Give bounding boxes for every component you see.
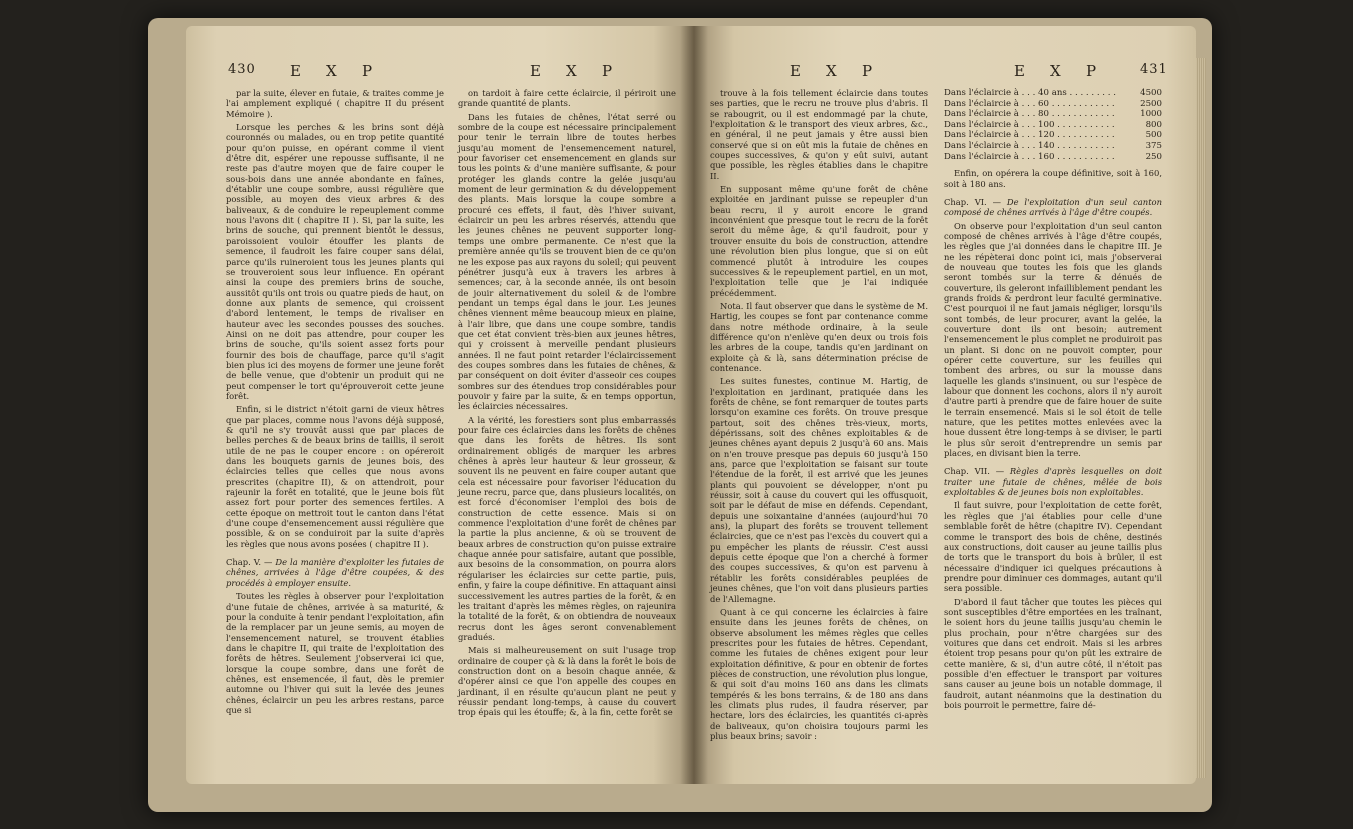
left-running-header <box>186 62 694 82</box>
paragraph: A la vérité, les forestiers sont plus embarrassés pour faire ces éclaircies dans les forêts de chênes que dans les forêts de hêtres. Ils sont ordinairement obligés de marquer les arbres chênes à après leur hauteur & leur grosseur, & souvent ils ne peuvent en faire couper autant que cela est nécessaire pour favoriser l'éducation du jeune recru, parce que, dans plusieurs localités, on est forcé d'économiser l'emploi des bois de construction de cette essence. Mais si on commence l'exploitation d'une forêt de chênes par la partie la plus ancienne, & où se trouvent de beaux arbres de construction qu'on puisse extraire chaque année pour satisfaire, autant que possible, aux besoins de la consommation, on pourra alors régulariser les éclaircies sur cette partie, puis, enfin, y faire la coupe définitive. En attaquant ainsi successivement les autres parties de la forêt, & en les traitant d'après les mêmes règles, on rajeunira la totalité de la forêt, & on obtiendra de nouveaux recrus dont les âges seront convenablement gradués. <box>458 414 677 642</box>
left-header-letter-5: X <box>566 62 591 80</box>
paragraph: On observe pour l'exploitation d'un seul canton composé de chênes arrivés à l'âge d'être coupés, les règles que j'ai données dans le chapitre III. Je ne les répèterai donc point ici, mais j'observerai de nouveau que toutes les fois que les glands seront tombés sur la terre & dénués de couverture, ils geleront infailliblement pendant les grands froids & perdront leur faculté germinative. C'est pourquoi il ne faut jamais négliger, lorsqu'ils sont tombés, de leur procurer, avant la gelée, la couverture dont ils ont besoin; autrement l'ensemencement le plus complet ne produiroit pas un plant. Si donc on ne pouvoit compter, pour opérer cette couverture, sur les feuilles qui tombent des arbres, ou sur la mousse dans laquelle les glands s'insinuent, ou sur l'espèce de labour que donnent les cochons, alors il n'y auroit d'autre parti à prendre que de faire houer de suite le terrain ensemencé. Mais si le sol étoit de telle nature, que les petites mottes enlevées avec la houe dussent être long-temps à se diviser, le parti le plus sûr seroit d'entreprendre un semis par places, en divisant bien la terre. <box>944 220 1162 459</box>
chapter-title: Règles d'après lesquelles on doit traiter une futaie de chênes, mêlée de bois exploitables & de jeunes bois non exploitables. <box>944 466 1162 498</box>
chapter-number: Chap. V. — <box>226 557 276 568</box>
paragraph: on tardoit à faire cette éclaircie, il périroit une grande quantité de plants. <box>458 88 676 109</box>
right-header-letter-3: P <box>862 62 887 80</box>
baliveaux-table <box>944 88 1162 162</box>
right-column-1 <box>710 88 928 744</box>
paragraph: par la suite, élever en futaie, & traites comme je l'ai amplement expliqué ( chapitre II du présent Mémoire ). <box>226 88 444 119</box>
left-column-1 <box>226 88 444 718</box>
table-row <box>944 141 1162 152</box>
chapter-heading <box>226 557 444 588</box>
paragraph: Enfin, on opérera la coupe définitive, soit à 160, soit à 180 ans. <box>944 168 1162 189</box>
table-row <box>944 109 1162 120</box>
left-column-2 <box>458 88 676 721</box>
paragraph: D'abord il faut tâcher que toutes les pièces qui sont susceptibles d'être emportées en les traînant, le soient hors du jeune taillis jusqu'au chemin le plus prochain, pour n'être chargées sur des voitures que dans cet endroit. Mais si les arbres étoient trop pesans pour qu'on pût les extraire de cette manière, & si, d'un autre côté, il n'étoit pas possible d'en effectuer le transport par voitures sans causer au jeune bois un notable dommage, il faudroit, autant néanmoins que la destination du bois pourroit le permettre, faire dé- <box>944 596 1162 710</box>
paragraph: Toutes les règles à observer pour l'exploitation d'une futaie de chênes, arrivée à sa maturité, & pour la conduite à tenir pendant l'exploitation, afin de la remplacer par un jeune semis, au moyen de l'ensemencement naturel, se trouvent établies dans le chapitre II, qui traite de l'exploitation des forêts de hêtres. Seulement j'observerai ici que, lorsque la coupe sombre, dans une forêt de chênes, est ensemencée, il faut, dès le premier automne ou l'hiver qui suit la levée des jeunes chênes, éclaircir un peu les arbres restans, parce que si <box>226 591 444 715</box>
paragraph: Quant à ce qui concerne les éclaircies à faire ensuite dans les jeunes forêts de chênes, on observe absolument les mêmes règles que celles prescrites pour les futaies de hêtres. Cependant, comme les futaies de chênes exigent pour leur exploitation définitive, & pour en obtenir de fortes pièces de construction, une révolution plus longue, & qui soit d'au moins 160 ans dans les climats tempérés & les bons terrains, & de 180 ans dans les climats plus rudes, il faudra réserver, par hectare, lors des éclaircies, les quantités ci-après de baliveaux, qu'on choisira toujours parmi les plus beaux brins; savoir : <box>710 606 928 741</box>
right-page <box>694 26 1196 784</box>
table-label: Dans l'éclaircie à . . . 40 ans . . . . . . . . . <box>944 88 1116 98</box>
chapter-number: Chap. VII. — <box>944 466 1010 477</box>
chapter-number: Chap. VI. — <box>944 196 1007 207</box>
right-running-header <box>694 62 1196 82</box>
paragraph: Mais si malheureusement on suit l'usage trop ordinaire de couper çà & là dans la forêt le bois de construction dont on a besoin chaque année, & d'opérer ainsi ce que l'on appelle des coupes en jardinant, il en résulte qu'aucun plant ne peut y réussir pendant long-temps, à cause du couvert trop épais qui les étouffe; &, à la fin, cette forêt se <box>458 645 676 718</box>
table-value: 250 <box>1145 151 1162 162</box>
left-header-letter-1: E <box>290 62 315 80</box>
paragraph: Les suites funestes, continue M. Hartig, de l'exploitation en jardinant, pratiquée dans les forêts de chêne, se font remarquer de toutes parts lorsqu'on examine ces forêts. On trouve presque partout, soit des chênes très-vieux, morts, dépérissans, soit des chênes exploitables & de jeunes chênes ayant depuis 2 jusqu'à 60 ans. Mais on n'en trouve presque pas depuis 60 jusqu'à 150 ans, parce que l'exploitation se faisant sur toute l'étendue de la forêt, il est arrivé que les jeunes plants qui pouvoient se développer, n'ont pu réussir, soit à cause du couvert qui les offusquoit, soit par le défaut de mise en défends. Cependant, depuis une soixantaine d'années (aujourd'hui 70 ans), la plupart des forêts se trouvent tellement éclaircies, que ce n'est pas l'excès du couvert qui a pu empêcher les plants de réussir. C'est aussi depuis cette époque que l'on a cherché à former des coupes successives, & qu'on est parvenu à rétablir les forêts considérables peuplées de jeunes chênes, que l'on voit dans plusieurs parties de l'Allemagne. <box>710 376 928 604</box>
chapter-heading <box>944 197 1162 218</box>
right-header-letter-1: E <box>790 62 815 80</box>
table-value: 1000 <box>1140 109 1162 120</box>
table-label: Dans l'éclaircie à . . . 80 . . . . . . . . . . . . <box>944 109 1115 120</box>
right-header-letter-6: P <box>1086 62 1111 80</box>
chapter-heading <box>944 466 1162 497</box>
left-header-letter-4: E <box>530 62 555 80</box>
table-value: 375 <box>1145 140 1162 151</box>
table-value: 4500 <box>1140 88 1162 98</box>
table-label: Dans l'éclaircie à . . . 100 . . . . . . . . . . . <box>944 119 1115 130</box>
table-label: Dans l'éclaircie à . . . 140 . . . . . . . . . . . <box>944 140 1115 151</box>
right-column-2 <box>944 88 1162 713</box>
chapter-title: De la manière d'exploiter les futaies de chênes, arrivées à l'âge d'être coupées, & des procédés à employer ensuite. <box>226 557 444 588</box>
table-value: 2500 <box>1140 98 1162 109</box>
paragraph: Dans les futaies de chênes, l'état serré ou sombre de la coupe est nécessaire principalement pour tenir le terrain libre de toutes herbes jusqu'au moment de l'ensemencement naturel, pour favoriser cet ensemencement en glands sur tous les points & d'une manière suffisante, & pour protéger les glands contre la gelée jusqu'au moment de leur germination & du développement des plants. Mais lorsque la coupe sombre a procuré ces effets, il faut, dès l'hiver suivant, éclaircir un peu les arbres réservés, attendu que les jeunes chênes ne peuvent supporter long-temps une ombre permanente. Ce n'est que la première année qu'ils se trouvent bien de ce qu'on ne les expose pas aux rayons du soleil; qui peuvent pénétrer jusqu'à eux à travers les arbres à semences; car, à la seconde année, ils ont besoin de jouir alternativement du soleil & de l'ombre pendant un temps égal dans le jour. Les jeunes chênes viennent même beaucoup mieux en plaine, à l'air libre, que dans une coupe sombre, tandis que cet état convient très-bien aux jeunes hêtres, qui y croissent à merveille pendant plusieurs années. Il ne faut point retarder l'éclaircissement des coupes sombres dans les futaies de chênes, & par conséquent on doit éviter d'asseoir ces coupes sombres sur des étendues trop considérables pour pouvoir y faire par la suite, & en temps opportun, les éclaircies nécessaires. <box>458 111 676 412</box>
table-label: Dans l'éclaircie à . . . 160 . . . . . . . . . . . <box>944 151 1115 162</box>
paragraph: Enfin, si le district n'étoit garni de vieux hêtres que par places, comme nous l'avons déjà supposé, & qu'il ne s'y trouvât aussi que par places de belles perches & de beaux brins de taillis, il seroit utile de ne pas le couper encore : on opéreroit dans les bouquets garnis de jeunes bois, des éclaircies telles que celles que nous avons prescrites (chapitre II), & on attendroit, pour rajeunir la forêt en totalité, que le jeune bois fût assez fort pour porter des semences fertiles. A cette époque on mettroit tout le canton dans l'état d'une coupe d'ensemencement aussi régulière que possible, & on se conduiroit par la suite d'après les règles que nous avons posées ( chapitre II ). <box>226 404 444 549</box>
paragraph: Il faut suivre, pour l'exploitation de cette forêt, les règles que j'ai établies pour celle d'une semblable forêt de hêtre (chapitre IV). Cependant comme le transport des bois de chêne, destinés aux constructions, doit causer au jeune taillis plus de torts que le transport du bois à brûler, il est nécessaire d'indiquer ici quelques précautions à prendre pour diminuer ces dommages, autant qu'il sera possible. <box>944 500 1162 594</box>
paragraph: En supposant même qu'une forêt de chêne exploitée en jardinant puisse se repeupler d'un beau recru, il y auroit encore le grand inconvénient que presque tout le recru de la forêt seroit du même âge, & qu'il faudroit, pour y trouver ensuite du bois de construction, attendre une révolution bien plus longue, que si on eût commencé plutôt à introduire les coupes successives & le repeuplement partiel, en un mot, l'exploitation telle que je l'ai indiquée précédemment. <box>710 184 928 298</box>
table-row <box>944 99 1162 110</box>
paragraph: trouve à la fois tellement éclaircie dans toutes ses parties, que le recru ne trouve plus d'abris. Il se rabougrit, ou il est endommagé par la chute, l'exploitation & le transport des vieux arbres, &c., en général, il ne peut jamais y être aussi bien conservé que si on eût mis la futaie de chênes en coupes successives, & qu'on y eût suivi, autant que possible, les règles établies dans le chapitre II. <box>710 88 928 181</box>
right-page-number: 431 <box>1140 62 1168 77</box>
table-row <box>944 130 1162 141</box>
right-header-letter-4: E <box>1014 62 1039 80</box>
table-label: Dans l'éclaircie à . . . 120 . . . . . . . . . . . <box>944 130 1115 141</box>
chapter-title: De l'exploitation d'un seul canton composé de chênes arrivés à l'âge d'être coupés. <box>944 196 1162 218</box>
right-header-letter-2: X <box>826 62 851 80</box>
table-value: 500 <box>1145 130 1162 141</box>
table-row <box>944 88 1162 99</box>
table-label: Dans l'éclaircie à . . . 60 . . . . . . . . . . . . <box>944 98 1115 109</box>
left-page-number: 430 <box>228 62 256 77</box>
paragraph: Lorsque les perches & les brins sont déjà couronnés ou malades, ou en trop petite quantité pour qu'on puisse, en opérant comme il vient d'être dit, espérer une repousse suffisante, il ne reste pas d'autre moyen que de faire couper le sous-bois dans une année abondante en faînes, d'établir une coupe sombre, aussi régulière que possible, au moyen des vieux arbres & des baliveaux, & de conduire le repeuplement comme nous l'avons dit ( chapitre II ). Si, par la suite, les brins de souche, qui prennent bientôt le dessus, paroissoient vouloir étouffer les plants de semence, il faudroit les faire couper sans délai, parce qu'ils ruineroient tous les jeunes plants qui se trouveroient sous leur influence. En opérant ainsi la coupe des premiers brins de souche, aussitôt qu'ils ont trois ou quatre pieds de haut, on donne aux plants de semence, qui croissent d'abord lentement, le temps de rivaliser en hauteur avec les secondes pousses des souches. Ainsi on ne doit pas attendre, pour couper les brins de souche, qu'ils soient assez forts pour fournir des bois de chauffage, parce qu'il s'agit bien plus ici des moyens de former une jeune forêt de belle venue, que d'obtenir un produit qui ne peut compenser le tort qu'éprouveroit cette jeune forêt. <box>226 122 444 401</box>
left-header-letter-6: P <box>602 62 627 80</box>
right-header-letter-5: X <box>1050 62 1075 80</box>
table-value: 800 <box>1145 119 1162 130</box>
left-header-letter-2: X <box>326 62 351 80</box>
table-row <box>944 152 1162 163</box>
paragraph: Nota. Il faut observer que dans le système de M. Hartig, les coupes se font par contenance comme dans notre méthode ordinaire, à la seule différence qu'on n'enlève qu'en deux ou trois fois les arbres de la coupe, tandis qu'en jardinant on exploite çà & là, sans détermination précise de contenance. <box>710 300 928 373</box>
left-page <box>186 26 694 784</box>
table-row <box>944 120 1162 131</box>
left-header-letter-3: P <box>362 62 387 80</box>
